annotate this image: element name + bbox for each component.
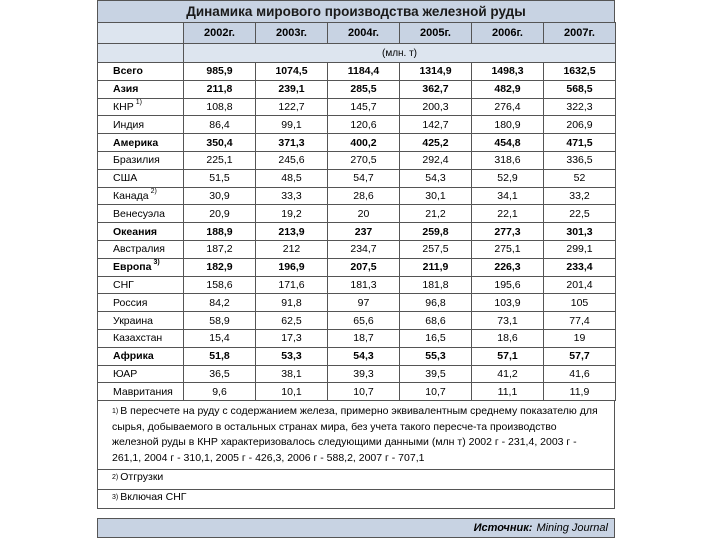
region-name-cell [98, 116, 184, 134]
value-cell: 270,5 [328, 151, 400, 169]
region-name: Африка [113, 350, 154, 363]
iron-ore-table-document [97, 0, 615, 538]
region-name-cell [98, 169, 184, 187]
region-name: Казахстан [113, 332, 163, 345]
value-cell: 20,9 [184, 205, 256, 223]
table-row [98, 116, 616, 134]
value-cell: 18,6 [472, 329, 544, 347]
value-cell: 11,9 [544, 383, 616, 401]
value-cell: 211,9 [400, 258, 472, 276]
value-cell: 195,6 [472, 276, 544, 294]
value-cell: 55,3 [400, 347, 472, 365]
table-row [98, 383, 616, 401]
value-cell: 62,5 [256, 312, 328, 330]
value-cell: 96,8 [400, 294, 472, 312]
year-header-cell: 2003г. [256, 23, 328, 44]
region-name-cell [98, 240, 184, 258]
value-cell: 17,3 [256, 329, 328, 347]
table-row [98, 312, 616, 330]
value-cell: 30,1 [400, 187, 472, 205]
value-cell: 212 [256, 240, 328, 258]
value-cell: 275,1 [472, 240, 544, 258]
table-row [98, 169, 616, 187]
region-name: США [113, 172, 138, 185]
value-cell: 65,6 [328, 312, 400, 330]
value-cell: 292,4 [400, 151, 472, 169]
value-cell: 11,1 [472, 383, 544, 401]
value-cell: 200,3 [400, 98, 472, 116]
value-cell: 1074,5 [256, 63, 328, 81]
region-name: Азия [113, 83, 139, 96]
region-name-cell [98, 365, 184, 383]
footnote-number: 1) [112, 408, 119, 416]
footnote-number: 3) [112, 493, 119, 501]
value-cell: 213,9 [256, 223, 328, 241]
region-name: Канада [113, 189, 149, 202]
value-cell: 34,1 [472, 187, 544, 205]
value-cell: 20 [328, 205, 400, 223]
footnote [98, 401, 614, 470]
region-name: Всего [113, 65, 143, 78]
value-cell: 237 [328, 223, 400, 241]
value-cell: 91,8 [256, 294, 328, 312]
value-cell: 206,9 [544, 116, 616, 134]
value-cell: 77,4 [544, 312, 616, 330]
value-cell: 362,7 [400, 80, 472, 98]
value-cell: 233,4 [544, 258, 616, 276]
value-cell: 33,2 [544, 187, 616, 205]
value-cell: 1184,4 [328, 63, 400, 81]
value-cell: 48,5 [256, 169, 328, 187]
value-cell: 68,6 [400, 312, 472, 330]
value-cell: 180,9 [472, 116, 544, 134]
value-cell: 187,2 [184, 240, 256, 258]
value-cell: 985,9 [184, 63, 256, 81]
value-cell: 36,5 [184, 365, 256, 383]
value-cell: 225,1 [184, 151, 256, 169]
region-name-cell [98, 329, 184, 347]
value-cell: 234,7 [328, 240, 400, 258]
value-cell: 482,9 [472, 80, 544, 98]
footnote-text: Отгрузки [120, 471, 164, 484]
value-cell: 276,4 [472, 98, 544, 116]
value-cell: 38,1 [256, 365, 328, 383]
value-cell: 58,9 [184, 312, 256, 330]
table-title: Динамика мирового производства железной руды [97, 0, 615, 22]
value-cell: 16,5 [400, 329, 472, 347]
value-cell: 245,6 [256, 151, 328, 169]
region-name-cell [98, 187, 184, 205]
value-cell: 86,4 [184, 116, 256, 134]
table-row [98, 205, 616, 223]
table-row [98, 98, 616, 116]
value-cell: 84,2 [184, 294, 256, 312]
value-cell: 239,1 [256, 80, 328, 98]
region-name-cell [98, 258, 184, 276]
footnote-marker: 2) [150, 187, 157, 195]
year-header-cell: 2004г. [328, 23, 400, 44]
table-row [98, 365, 616, 383]
region-name-cell [98, 223, 184, 241]
table-row [98, 276, 616, 294]
region-name-cell [98, 276, 184, 294]
footnote-text: Включая СНГ [120, 490, 187, 503]
value-cell: 122,7 [256, 98, 328, 116]
year-header-cell: 2005г. [400, 23, 472, 44]
region-name: ЮАР [113, 367, 138, 380]
value-cell: 257,5 [400, 240, 472, 258]
value-cell: 97 [328, 294, 400, 312]
region-name: Индия [113, 118, 145, 131]
value-cell: 22,5 [544, 205, 616, 223]
unit-row [98, 44, 616, 63]
value-cell: 10,7 [328, 383, 400, 401]
region-name-cell [98, 205, 184, 223]
value-cell: 196,9 [256, 258, 328, 276]
value-cell: 568,5 [544, 80, 616, 98]
value-cell: 371,3 [256, 134, 328, 152]
region-name: Океания [113, 225, 158, 238]
year-header-cell: 2006г. [472, 23, 544, 44]
value-cell: 39,5 [400, 365, 472, 383]
region-name: Бразилия [113, 154, 160, 167]
value-cell: 41,6 [544, 365, 616, 383]
value-cell: 15,4 [184, 329, 256, 347]
table-row [98, 258, 616, 276]
value-cell: 105 [544, 294, 616, 312]
value-cell: 120,6 [328, 116, 400, 134]
value-cell: 454,8 [472, 134, 544, 152]
table-row [98, 329, 616, 347]
value-cell: 1498,3 [472, 63, 544, 81]
region-name-cell [98, 347, 184, 365]
value-cell: 142,7 [400, 116, 472, 134]
table-row [98, 151, 616, 169]
table-row [98, 223, 616, 241]
value-cell: 285,5 [328, 80, 400, 98]
value-cell: 322,3 [544, 98, 616, 116]
region-name-cell [98, 98, 184, 116]
region-name: СНГ [113, 278, 134, 291]
year-header-cell: 2007г. [544, 23, 616, 44]
value-cell: 57,7 [544, 347, 616, 365]
footnote [98, 490, 614, 509]
value-cell: 400,2 [328, 134, 400, 152]
value-cell: 188,9 [184, 223, 256, 241]
value-cell: 471,5 [544, 134, 616, 152]
value-cell: 425,2 [400, 134, 472, 152]
region-name-cell [98, 80, 184, 98]
value-cell: 211,8 [184, 80, 256, 98]
table-row [98, 134, 616, 152]
value-cell: 19,2 [256, 205, 328, 223]
value-cell: 108,8 [184, 98, 256, 116]
footnote [98, 470, 614, 490]
value-cell: 10,7 [400, 383, 472, 401]
footnotes [97, 401, 615, 509]
region-name: Россия [113, 296, 148, 309]
value-cell: 182,9 [184, 258, 256, 276]
value-cell: 226,3 [472, 258, 544, 276]
production-table [97, 22, 616, 401]
value-cell: 28,6 [328, 187, 400, 205]
table-row [98, 63, 616, 81]
value-cell: 30,9 [184, 187, 256, 205]
region-name-cell [98, 294, 184, 312]
region-name: Мавритания [113, 385, 173, 398]
table-row [98, 240, 616, 258]
value-cell: 54,3 [400, 169, 472, 187]
value-cell: 52 [544, 169, 616, 187]
value-cell: 99,1 [256, 116, 328, 134]
value-cell: 73,1 [472, 312, 544, 330]
value-cell: 181,8 [400, 276, 472, 294]
value-cell: 51,8 [184, 347, 256, 365]
value-cell: 318,6 [472, 151, 544, 169]
value-cell: 207,5 [328, 258, 400, 276]
value-cell: 19 [544, 329, 616, 347]
value-cell: 57,1 [472, 347, 544, 365]
source-bar [97, 518, 615, 538]
table-body [98, 63, 616, 401]
region-name: Америка [113, 136, 159, 149]
table-row [98, 187, 616, 205]
table-row [98, 347, 616, 365]
region-name: КНР [113, 100, 134, 113]
value-cell: 277,3 [472, 223, 544, 241]
header-corner-cell [98, 23, 184, 44]
value-cell: 54,3 [328, 347, 400, 365]
table-row [98, 80, 616, 98]
value-cell: 10,1 [256, 383, 328, 401]
region-name-cell [98, 134, 184, 152]
value-cell: 53,3 [256, 347, 328, 365]
value-cell: 158,6 [184, 276, 256, 294]
value-cell: 1632,5 [544, 63, 616, 81]
region-name: Венесуэла [113, 207, 165, 220]
region-name-cell [98, 312, 184, 330]
value-cell: 259,8 [400, 223, 472, 241]
region-name: Украина [113, 314, 153, 327]
value-cell: 54,7 [328, 169, 400, 187]
region-name: Австралия [113, 243, 165, 256]
footnote-marker: 3) [153, 259, 160, 267]
year-header-cell: 2002г. [184, 23, 256, 44]
value-cell: 51,5 [184, 169, 256, 187]
footnote-text: В пересчете на руду с содержанием железа, примерно эквивалентным среднему показателю для сырья, добываемого в остальных странах мира, без учета такого пересче-та производство железной руды в КНР характеризовалось следующими данными (млн т) 2002 г - 231,4, 2003 г - 261,1, 2004 г - 310,1, 2005 г - 426,3, 2006 г - 588,2, 2007 г - 707,1 [112, 405, 598, 464]
value-cell: 103,9 [472, 294, 544, 312]
value-cell: 201,4 [544, 276, 616, 294]
footnote-marker: 1) [135, 98, 142, 106]
region-name-cell [98, 63, 184, 81]
value-cell: 301,3 [544, 223, 616, 241]
value-cell: 336,5 [544, 151, 616, 169]
footnote-number: 2) [112, 474, 119, 482]
value-cell: 145,7 [328, 98, 400, 116]
unit-label: (млн. т) [184, 44, 616, 63]
value-cell: 299,1 [544, 240, 616, 258]
region-name-cell [98, 151, 184, 169]
table-row [98, 294, 616, 312]
region-name: Европа [113, 261, 152, 274]
value-cell: 39,3 [328, 365, 400, 383]
value-cell: 41,2 [472, 365, 544, 383]
value-cell: 18,7 [328, 329, 400, 347]
year-header-row [98, 23, 616, 44]
value-cell: 52,9 [472, 169, 544, 187]
value-cell: 22,1 [472, 205, 544, 223]
source-value: Mining Journal [536, 522, 608, 535]
value-cell: 181,3 [328, 276, 400, 294]
value-cell: 9,6 [184, 383, 256, 401]
region-name-cell [98, 383, 184, 401]
source-label: Источник: [473, 522, 533, 535]
value-cell: 350,4 [184, 134, 256, 152]
value-cell: 1314,9 [400, 63, 472, 81]
unit-corner-cell [98, 44, 184, 63]
value-cell: 171,6 [256, 276, 328, 294]
value-cell: 21,2 [400, 205, 472, 223]
value-cell: 33,3 [256, 187, 328, 205]
